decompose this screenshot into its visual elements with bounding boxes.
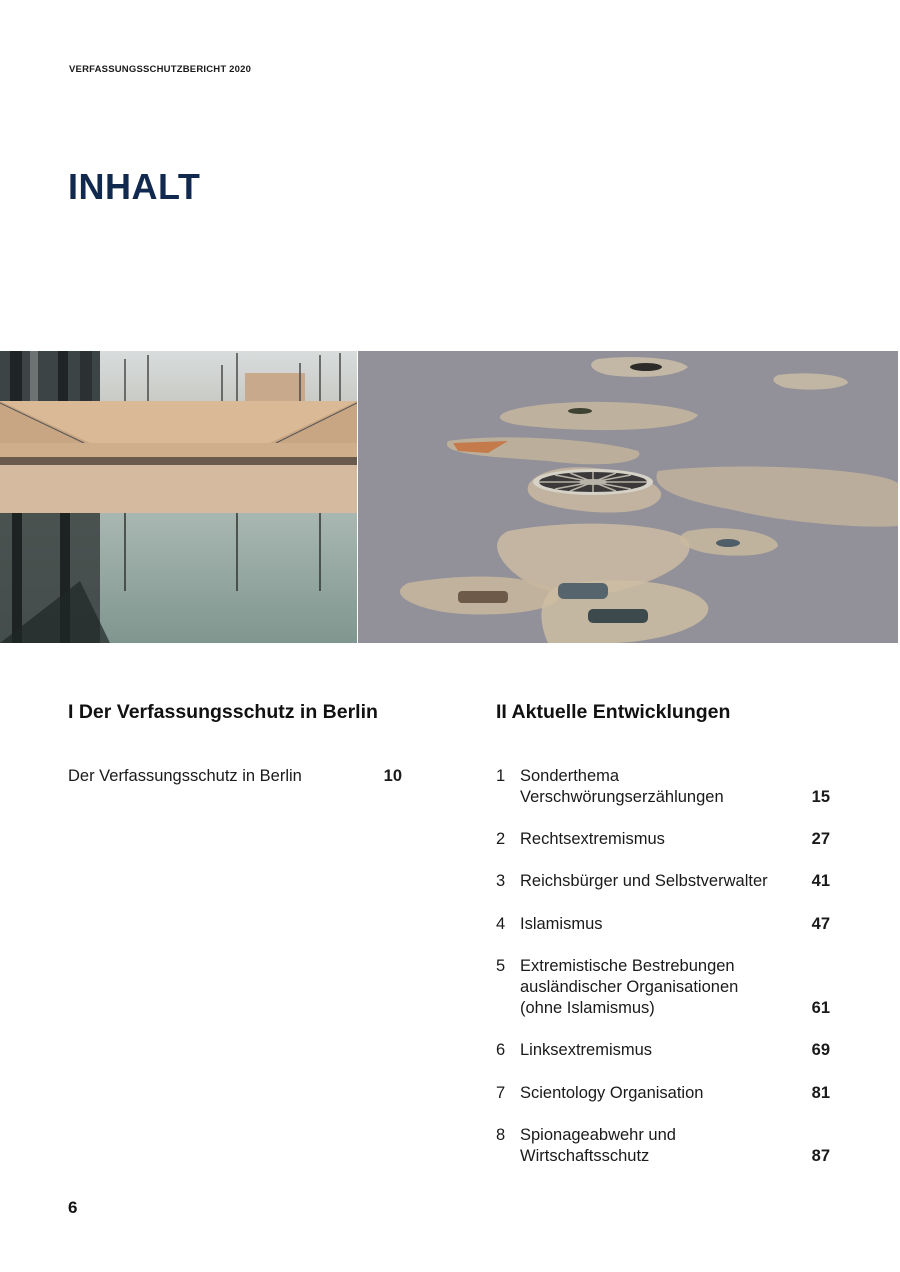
- toc-entry-text-line2: ausländischer Organisationen: [520, 978, 739, 996]
- toc-entry-text-line1: Extremistische Bestrebungen: [520, 957, 735, 975]
- canal-reflection-photo: [0, 351, 357, 643]
- toc-entry-number: 2: [496, 830, 506, 848]
- toc-entry[interactable]: [496, 829, 830, 850]
- toc-entry[interactable]: [496, 1125, 830, 1167]
- page-number: 6: [68, 1198, 78, 1217]
- page-title: INHALT: [68, 166, 201, 207]
- toc-entry-page: 47: [811, 915, 830, 933]
- toc-entry-text-line2: Wirtschaftsschutz: [520, 1147, 650, 1165]
- toc-entry-text: Der Verfassungsschutz in Berlin: [68, 767, 302, 785]
- toc-entry[interactable]: [496, 1083, 830, 1104]
- toc-entry-number: 7: [496, 1084, 506, 1102]
- toc-entry-page: 69: [811, 1041, 830, 1059]
- toc-entry-number: 6: [496, 1041, 506, 1059]
- section-one-heading: I Der Verfassungsschutz in Berlin: [68, 701, 378, 723]
- puddle-drain-photo: [358, 351, 898, 643]
- toc-entry-text-line3: (ohne Islamismus): [520, 999, 655, 1017]
- toc-entry-text-line1: Spionageabwehr und: [520, 1126, 676, 1144]
- toc-entry-number: 5: [496, 957, 506, 975]
- toc-entry[interactable]: [496, 871, 830, 892]
- photo-band: [0, 351, 898, 643]
- toc-entry-page: 41: [811, 872, 830, 890]
- toc-entry[interactable]: [496, 1040, 830, 1061]
- toc-entry-page: 15: [811, 788, 830, 806]
- toc-entry-text-line1: Scientology Organisation: [520, 1084, 704, 1102]
- toc-entry-text-line1: Sonderthema: [520, 767, 620, 785]
- toc-entry-text-line1: Rechtsextremismus: [520, 830, 665, 848]
- toc-entry-number: 1: [496, 767, 506, 785]
- toc-entry-text-line1: Linksextremismus: [520, 1041, 653, 1059]
- toc-entry-page: 61: [811, 999, 830, 1017]
- section-two-heading: II Aktuelle Entwicklungen: [496, 701, 731, 723]
- toc-entry-text-line1: Islamismus: [520, 915, 603, 933]
- toc-entry[interactable]: [496, 914, 830, 935]
- toc-entry-page: 10: [383, 767, 402, 785]
- toc-entry[interactable]: [68, 766, 402, 790]
- toc-entry-text-line1: Reichsbürger und Selbstverwalter: [520, 872, 768, 890]
- toc-entry-text-line2: Verschwörungserzählungen: [520, 788, 724, 806]
- toc-entry-page: 87: [811, 1147, 830, 1165]
- toc-entry-number: 8: [496, 1126, 506, 1144]
- toc-entry-number: 3: [496, 872, 506, 890]
- toc-entry-number: 4: [496, 915, 506, 933]
- toc-entry[interactable]: [496, 766, 830, 808]
- toc-entry[interactable]: [496, 956, 830, 1019]
- running-head: VERFASSUNGSSCHUTZBERICHT 2020: [69, 64, 252, 75]
- toc-entry-page: 81: [811, 1084, 830, 1102]
- toc-entry-page: 27: [811, 830, 830, 848]
